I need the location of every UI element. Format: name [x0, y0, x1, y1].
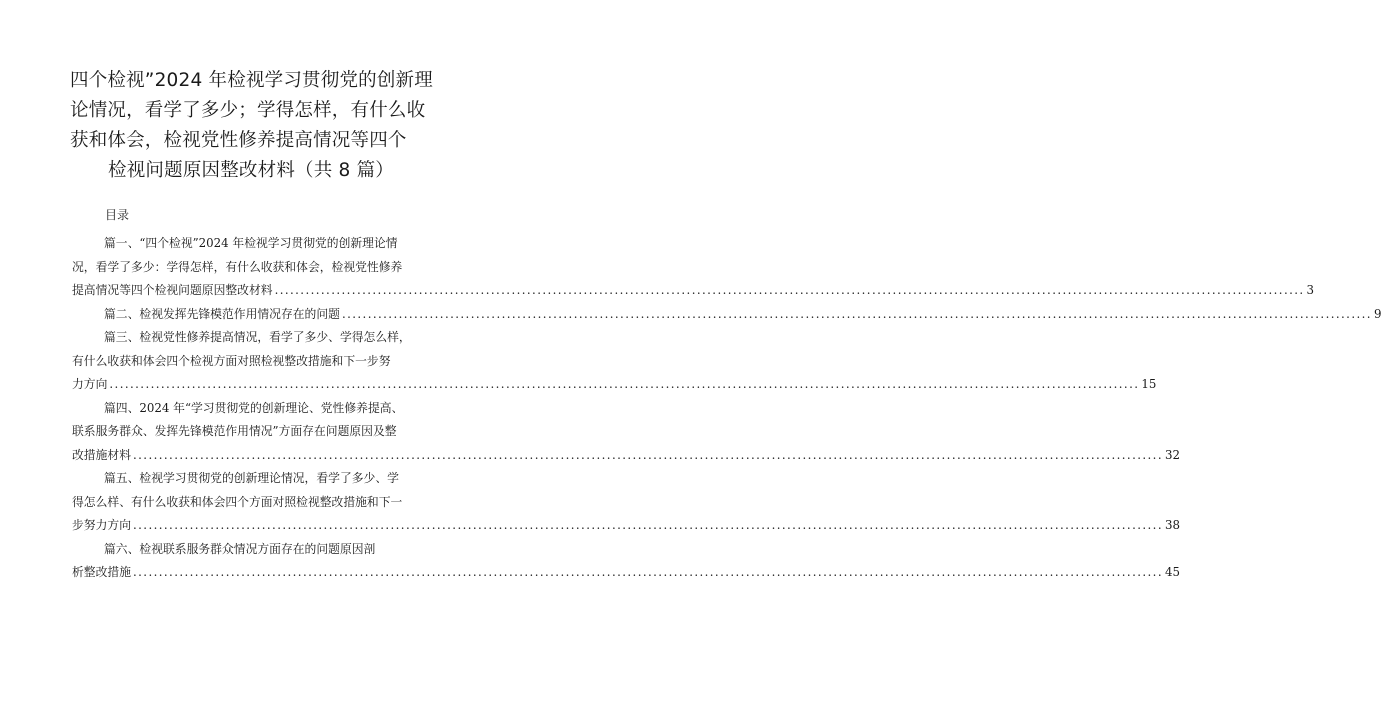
toc-entry[interactable]	[72, 326, 1157, 397]
document-title	[70, 66, 432, 186]
toc-entry[interactable]	[72, 303, 1381, 327]
dot-leader: ........................................................................................................................................................................................................	[133, 447, 1163, 462]
toc-page-number: 3	[1306, 283, 1315, 297]
toc-entry-text: 改措施材料	[72, 447, 131, 462]
toc-page-number: 38	[1164, 518, 1180, 532]
toc-entry-line: 篇三、检视党性修养提高情况，看学了多少、学得怎么样，	[104, 330, 411, 344]
toc-entry[interactable]	[72, 397, 1180, 468]
toc-entry-text: 提高情况等四个检视问题原因整改材料	[72, 283, 273, 297]
table-of-contents	[72, 232, 1381, 585]
toc-page-number: 45	[1164, 565, 1180, 579]
toc-entry-line: 篇一、“四个检视”2024 年检视学习贯彻党的创新理论情	[104, 236, 398, 250]
toc-entry-line: 况，看学了多少：学得怎样，有什么收获和体会，检视党性修养	[72, 259, 403, 274]
toc-entry[interactable]	[72, 467, 1180, 538]
toc-entry-last-line	[72, 514, 1180, 538]
toc-entry[interactable]	[72, 232, 1315, 303]
toc-entry-line: 有什么收获和体会四个检视方面对照检视整改措施和下一步努	[72, 353, 391, 368]
toc-entry-last-line	[72, 561, 1180, 585]
toc-page-number: 15	[1141, 377, 1157, 391]
toc-entry-line: 篇六、检视联系服务群众情况方面存在的问题原因剖	[104, 541, 376, 556]
toc-heading: 目录	[105, 208, 130, 222]
toc-entry-text: 篇二、检视发挥先锋模范作用情况存在的问题	[104, 306, 340, 321]
title-line: 获和体会，检视党性修养提高情况等四个	[70, 130, 407, 151]
title-line: 论情况，看学了多少；学得怎样，有什么收	[70, 100, 426, 121]
toc-entry-last-line	[72, 303, 1381, 327]
dot-leader: ........................................................................................................................................................................................................	[274, 283, 1305, 297]
dot-leader: ........................................................................................................................................................................................................	[341, 306, 1372, 321]
toc-entry-last-line	[72, 279, 1315, 303]
toc-entry-line: 篇五、检视学习贯彻党的创新理论情况，看学了多少、学	[104, 471, 399, 485]
dot-leader: ........................................................................................................................................................................................................	[133, 518, 1163, 532]
toc-entry[interactable]	[72, 538, 1180, 585]
dot-leader: ........................................................................................................................................................................................................	[109, 377, 1140, 391]
toc-entry-line: 篇四、2024 年“学习贯彻党的创新理论、党性修养提高、	[104, 400, 404, 415]
title-line: 四个检视”2024 年检视学习贯彻党的创新理	[70, 70, 433, 91]
toc-entry-last-line	[72, 373, 1157, 397]
toc-page-number: 32	[1164, 447, 1180, 462]
toc-page-number: 9	[1373, 306, 1381, 321]
toc-entry-line: 得怎么样、有什么收获和体会四个方面对照检视整改措施和下一	[72, 494, 403, 509]
toc-entry-text: 析整改措施	[72, 565, 131, 579]
toc-entry-text: 力方向	[72, 377, 108, 391]
toc-entry-last-line	[72, 444, 1180, 468]
title-line: 检视问题原因整改材料（共 8 篇）	[108, 160, 394, 181]
toc-entry-text: 步努力方向	[72, 518, 131, 532]
toc-entry-line: 联系服务群众、发挥先锋模范作用情况”方面存在问题原因及整	[72, 424, 397, 438]
dot-leader: ........................................................................................................................................................................................................	[133, 565, 1163, 579]
